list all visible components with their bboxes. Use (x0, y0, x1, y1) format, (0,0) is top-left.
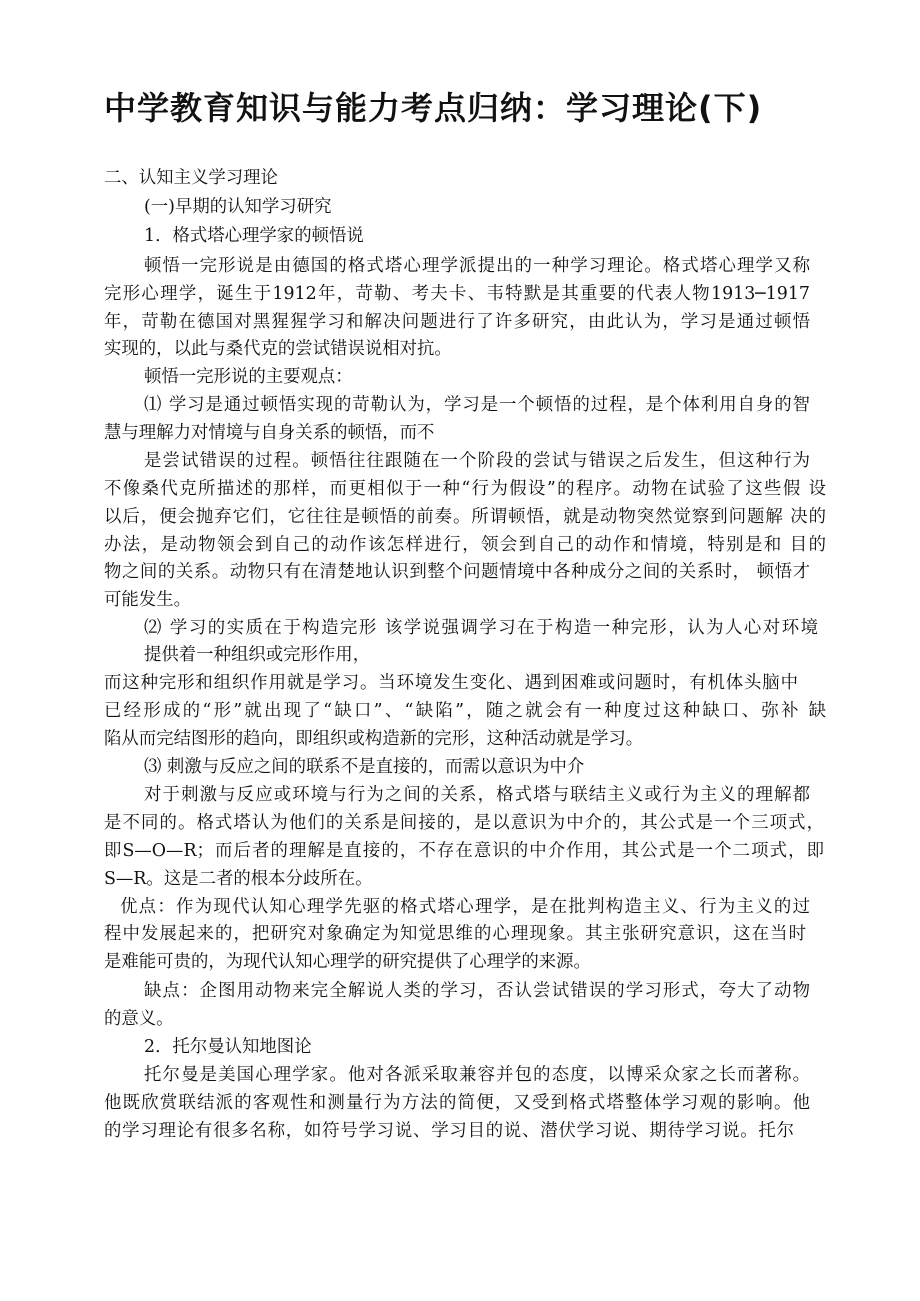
paragraph-line: 他既欣赏联结派的客观性和测量行为方法的简便，又受到格式塔整体学习观的影响。他 (104, 1093, 810, 1113)
list-item-heading: ⑴ 学习是通过顿悟实现的苛勒认为，学习是一个顿悟的过程，是个体利用自身的智 (144, 395, 810, 415)
list-item-heading: ⑶ 刺激与反应之间的联系不是直接的，而需以意识为中介 (144, 757, 585, 777)
paragraph-line: 不像桑代克所描述的那样，而更相似于一种“行为假设”的程序。动物在试验了这些假 设 (104, 479, 826, 499)
paragraph-line: 物之间的关系。动物只有在清楚地认识到整个问题情境中各种成分之间的关系时， 顿悟才 (104, 562, 810, 582)
paragraph-line: 是尝试错误的过程。顿悟往往跟随在一个阶段的尝试与错误之后发生，但这种行为 (144, 451, 810, 471)
paragraph-line: 已经形成的“形”就出现了“缺口”、“缺陷”，随之就会有一种度过这种缺口、弥补 缺 (104, 701, 826, 721)
paragraph-line: 是不同的。格式塔认为他们的关系是间接的，是以意识为中介的，其公式是一个三项式， (104, 813, 824, 833)
paragraph-line: 顿悟一完形说的主要观点： (144, 367, 353, 387)
paragraph-line: 程中发展起来的，把研究对象确定为知觉思维的心理现象。其主张研究意识，这在当时 (104, 924, 806, 944)
paragraph-line: 实现的，以此与桑代克的尝试错误说相对抗。 (104, 339, 452, 359)
disadvantages-paragraph: 缺点：企图用动物来完全解说人类的学习，否认尝试错误的学习形式，夸大了动物 (144, 981, 810, 1001)
page-title: 中学教育知识与能力考点归纳：学习理论(下) (104, 89, 763, 127)
paragraph-line: 可能发生。 (104, 590, 191, 610)
paragraph-line: 办法，是动物领会到自己的动作该怎样进行，领会到自己的动作和情境，特别是和 目的 (104, 535, 826, 555)
paragraph-line: 而这种完形和组织作用就是学习。当环境发生变化、遇到困难或问题时，有机体头脑中 (104, 673, 798, 693)
paragraph-line: 的学习理论有很多名称，如符号学习说、学习目的说、潜伏学习说、期待学习说。托尔 (104, 1121, 794, 1141)
topic-heading: 1．格式塔心理学家的顿悟说 (144, 226, 364, 246)
paragraph-line: 托尔曼是美国心理学家。他对各派采取兼容并包的态度，以博采众家之长而著称。 (144, 1065, 810, 1085)
paragraph-line: 对于刺激与反应或环境与行为之间的关系，格式塔与联结主义或行为主义的理解都 (144, 785, 810, 805)
paragraph-line: 慧与理解力对情境与自身关系的顿悟，而不 (104, 423, 435, 443)
paragraph-line: 顿悟一完形说是由德国的格式塔心理学派提出的一种学习理论。格式塔心理学又称 (144, 256, 810, 276)
paragraph-line: 提供着一种组织或完形作用， (144, 645, 371, 665)
subsection-heading: (一)早期的认知学习研究 (144, 197, 332, 217)
topic-heading: 2．托尔曼认知地图论 (144, 1037, 312, 1057)
paragraph-line: 以后，便会抛弃它们，它往往是顿悟的前奏。所谓顿悟，就是动物突然觉察到问题解 决的 (104, 507, 826, 527)
paragraph-line: 陷从而完结图形的趋向，即组织或构造新的完形，这种活动就是学习。 (104, 729, 644, 749)
paragraph-line: 年，苛勒在德国对黑猩猩学习和解决问题进行了许多研究，由此认为，学习是通过顿悟 (104, 312, 810, 332)
paragraph-line: 完形心理学，诞生于1912年，苛勒、考夫卡、韦特默是其重要的代表人物1913─1917 (104, 284, 810, 304)
paragraph-line: 是难能可贵的，为现代认知心理学的研究提供了心理学的来源。 (104, 952, 591, 972)
list-item-heading: ⑵ 学习的实质在于构造完形 该学说强调学习在于构造一种完形，认为人心对环境 (144, 618, 818, 638)
paragraph-line: 即S—O—R；而后者的理解是直接的，不存在意识的中介作用，其公式是一个二项式，即 (104, 841, 824, 861)
section-heading: 二、认知主义学习理论 (104, 168, 278, 188)
paragraph-line: S—R。这是二者的根本分歧所在。 (104, 869, 373, 889)
advantages-paragraph: 优点：作为现代认知心理学先驱的格式塔心理学，是在批判构造主义、行为主义的过 (120, 897, 810, 917)
paragraph-line: 的意义。 (104, 1009, 174, 1029)
